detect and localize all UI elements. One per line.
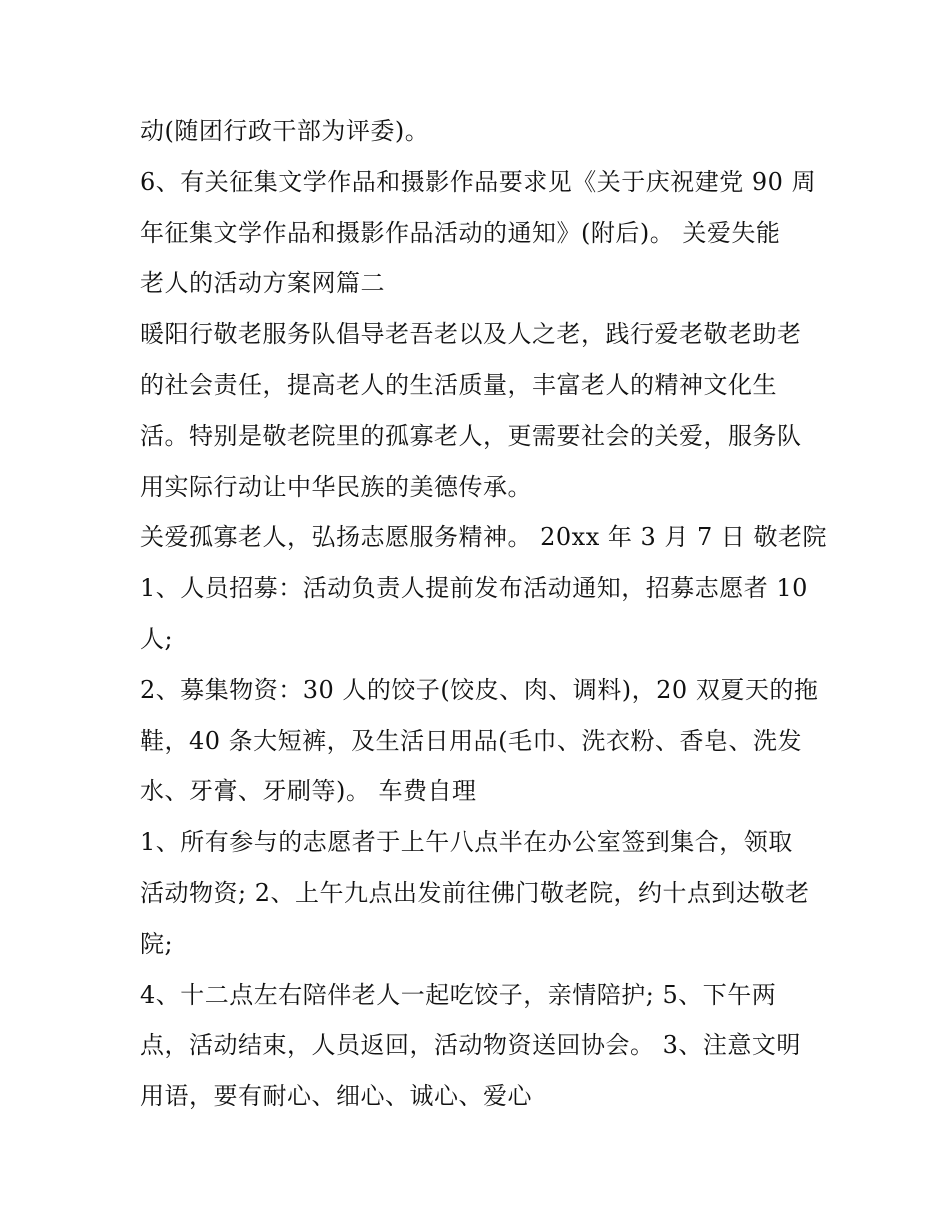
text-line: 活。特别是敬老院里的孤寡老人，更需要社会的关爱，服务队	[140, 421, 802, 450]
text-line: 用语，要有耐心、细心、诚心、爱心	[140, 1082, 532, 1111]
text-line: 关爱孤寡老人，弘扬志愿服务精神。 20xx 年 3 月 7 日 敬老院	[140, 523, 828, 552]
text-line: 的社会责任，提高老人的生活质量，丰富老人的精神文化生	[140, 370, 777, 399]
text-line: 鞋，40 条大短裤，及生活日用品(毛巾、洗衣粉、香皂、洗发	[140, 726, 803, 755]
section-heading: 老人的活动方案网篇二	[140, 269, 385, 298]
text-line: 活动物资; 2、上午九点出发前往佛门敬老院，约十点到达敬老	[140, 878, 810, 907]
text-line: 动(随团行政干部为评委)。	[140, 117, 430, 145]
text-line: 年征集文学作品和摄影作品活动的通知》(附后)。 关爱失能	[140, 218, 781, 247]
text-line: 6、有关征集文学作品和摄影作品要求见《关于庆祝建党 90 周	[140, 167, 817, 196]
text-line: 人;	[140, 624, 174, 653]
text-line: 2、募集物资：30 人的饺子(饺皮、肉、调料)，20 双夏天的拖	[140, 675, 819, 704]
text-line: 用实际行动让中华民族的美德传承。	[140, 472, 532, 501]
text-line: 点，活动结束，人员返回，活动物资送回协会。 3、注意文明	[140, 1031, 801, 1060]
text-line: 1、人员招募：活动负责人提前发布活动通知，招募志愿者 10	[140, 574, 808, 603]
text-line: 4、十二点左右陪伴老人一起吃饺子，亲情陪护; 5、下午两	[140, 980, 777, 1009]
text-line: 暖阳行敬老服务队倡导老吾老以及人之老，践行爱老敬老助老	[140, 320, 802, 349]
text-line: 水、牙膏、牙刷等)。 车费自理	[140, 777, 477, 806]
document-body	[140, 106, 828, 1122]
text-line: 1、所有参与的志愿者于上午八点半在办公室签到集合，领取	[140, 828, 793, 857]
text-line: 院;	[140, 929, 174, 958]
